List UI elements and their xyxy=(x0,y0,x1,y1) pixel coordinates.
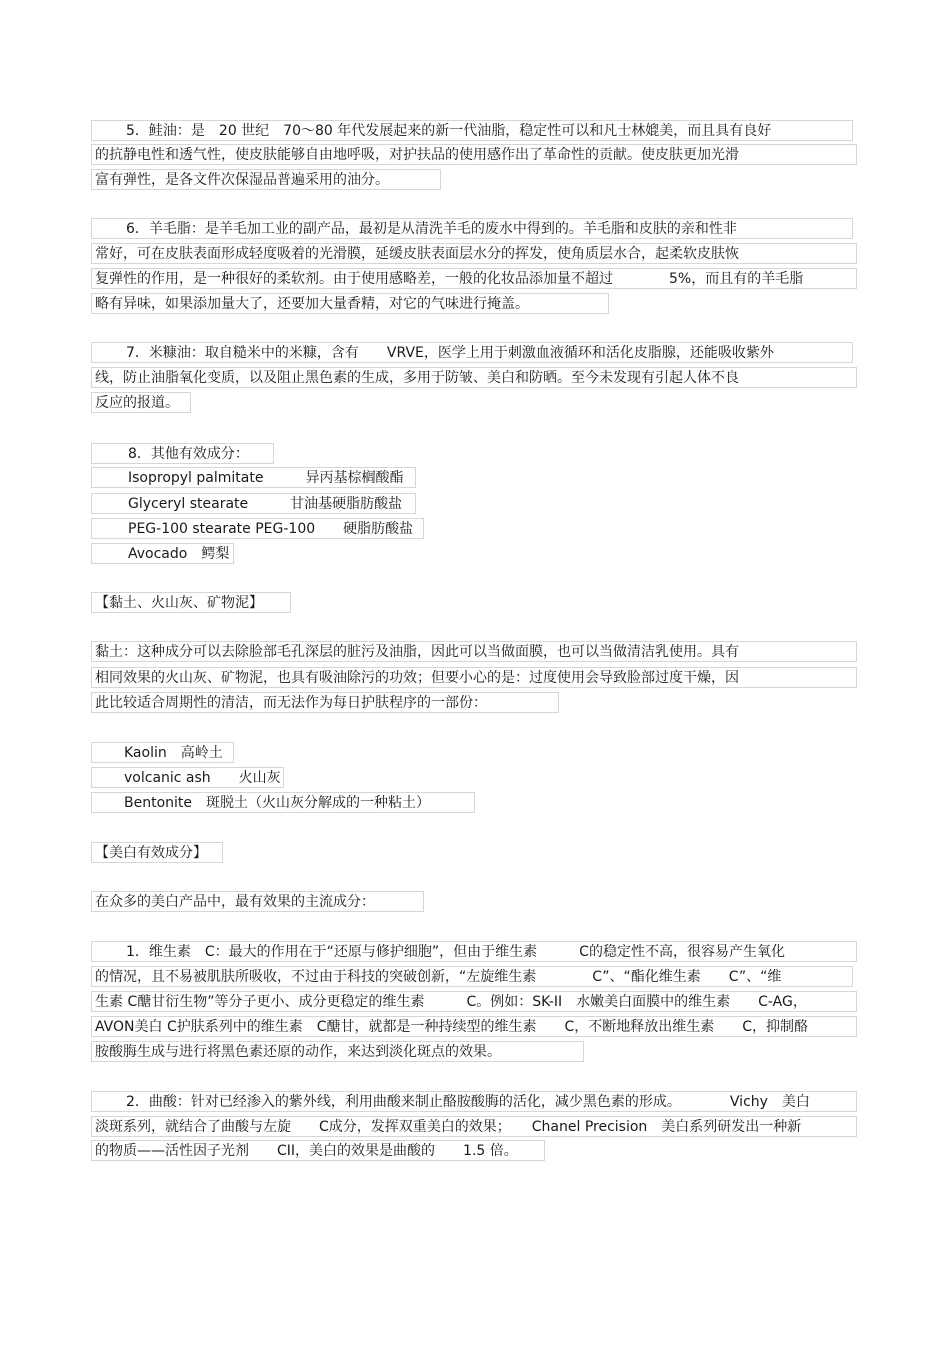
ingredient-item: Avocado 鳄梨 xyxy=(91,543,234,564)
whitening-2-line-1: 2．曲酸：针对已经渗入的紫外线，利用曲酸来制止酪胺酸脢的活化，减少黑色素的形成。 Vichy 美白 xyxy=(91,1091,857,1112)
para-6-line-3: 复弹性的作用，是一种很好的柔软剂。由于使用感略差，一般的化妆品添加量不超过 5%，而且有的羊毛脂 xyxy=(91,268,857,289)
whitening-2-line-3: 的物质——活性因子光剂 CII，美白的效果是曲酸的 1.5 倍。 xyxy=(91,1140,545,1161)
ingredient-item: PEG-100 stearate PEG-100 硬脂肪酸盐 xyxy=(91,518,424,539)
ingredient-item: Glyceryl stearate 甘油基硬脂肪酸盐 xyxy=(91,493,416,514)
para-6-line-1: 6．羊毛脂：是羊毛加工业的副产品，最初是从清洗羊毛的废水中得到的。羊毛脂和皮肤的亲和性非 xyxy=(91,218,853,239)
para-6-line-4: 略有异味，如果添加量大了，还要加大量香精，对它的气味进行掩盖。 xyxy=(91,293,609,314)
whitening-1-line-2: 的情况，且不易被肌肤所吸收，不过由于科技的突破创新，“左旋维生素 C”、“酯化维生素 C”、“维 xyxy=(91,966,853,987)
whitening-intro: 在众多的美白产品中，最有效果的主流成分： xyxy=(91,891,424,912)
clay-para-line-2: 相同效果的火山灰、矿物泥，也具有吸油除污的功效；但要小心的是：过度使用会导致脸部过度干燥，因 xyxy=(91,667,857,688)
clay-para-line-1: 黏土：这种成分可以去除脸部毛孔深层的脏污及油脂，因此可以当做面膜，也可以当做清洁乳使用。具有 xyxy=(91,641,857,662)
whitening-1-line-1: 1．维生素 C：最大的作用在于“还原与修护细胞”，但由于维生素 C的稳定性不高，很容易产生氧化 xyxy=(91,941,857,962)
para-5-line-3: 富有弹性，是各文件次保湿品普遍采用的油分。 xyxy=(91,169,441,190)
para-5-line-1: 5．鲑油：是 20 世纪 70～80 年代发展起来的新一代油脂，稳定性可以和凡士林媲美，而且具有良好 xyxy=(91,120,853,141)
para-7-line-2: 线，防止油脂氧化变质，以及阻止黑色素的生成，多用于防皱、美白和防晒。至今未发现有引起人体不良 xyxy=(91,367,857,388)
para-7-line-3: 反应的报道。 xyxy=(91,392,191,413)
whitening-1-line-5: 胺酸脢生成与进行将黑色素还原的动作，来达到淡化斑点的效果。 xyxy=(91,1041,584,1062)
whitening-1-line-3: 生素 C醣甘衍生物”等分子更小、成分更稳定的维生素 C。例如：SK-II 水嫩美白面膜中的维生素 C-AG， xyxy=(91,991,857,1012)
whitening-heading: 【美白有效成分】 xyxy=(91,842,223,863)
clay-item: Kaolin 高岭土 xyxy=(91,742,234,763)
clay-item: Bentonite 斑脱土（火山灰分解成的一种粘土） xyxy=(91,792,475,813)
para-7-line-1: 7．米糠油：取自糙米中的米糠，含有 VRVE，医学上用于刺激血液循环和活化皮脂腺，还能吸收紫外 xyxy=(91,342,853,363)
whitening-1-line-4: AVON美白 C护肤系列中的维生素 C醣甘，就都是一种持续型的维生素 C，不断地释放出维生素 C，抑制酪 xyxy=(91,1016,857,1037)
ingredient-item: Isopropyl palmitate 异丙基棕榈酸酯 xyxy=(91,467,416,488)
para-8-title: 8．其他有效成分： xyxy=(91,443,274,464)
clay-para-line-3: 此比较适合周期性的清洁，而无法作为每日护肤程序的一部份： xyxy=(91,692,559,713)
clay-item: volcanic ash 火山灰 xyxy=(91,767,284,788)
clay-heading: 【黏土、火山灰、矿物泥】 xyxy=(91,592,291,613)
para-6-line-2: 常好，可在皮肤表面形成轻度吸着的光滑膜，延缓皮肤表面层水分的挥发，使角质层水合，起柔软皮肤恢 xyxy=(91,243,857,264)
para-5-line-2: 的抗静电性和透气性，使皮肤能够自由地呼吸，对护扶品的使用感作出了革命性的贡献。使皮肤更加光滑 xyxy=(91,144,857,165)
whitening-2-line-2: 淡斑系列，就结合了曲酸与左旋 C成分，发挥双重美白的效果； Chanel Precision 美白系列研发出一种新 xyxy=(91,1116,857,1137)
